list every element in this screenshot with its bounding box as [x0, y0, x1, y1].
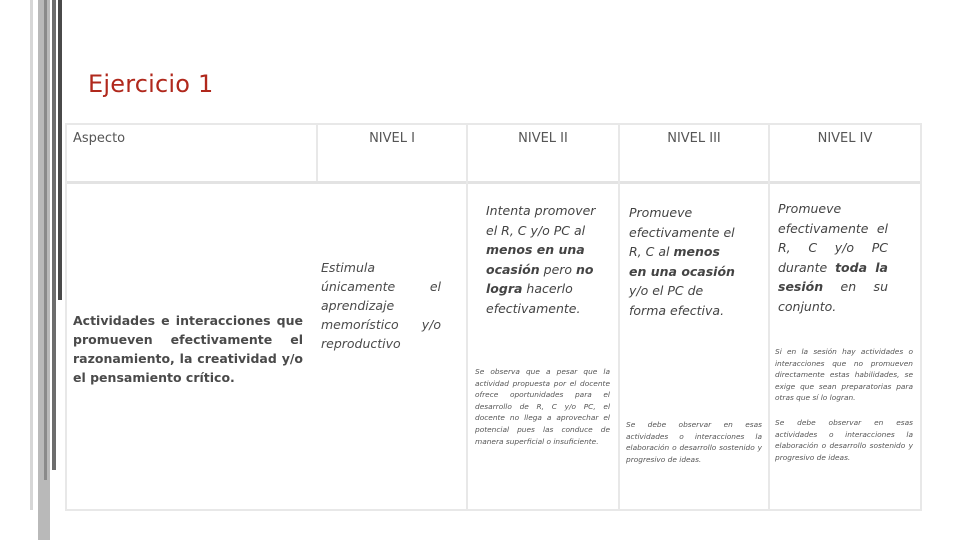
table-border-top	[65, 123, 922, 125]
table-border-right	[920, 123, 922, 511]
page-title: Ejercicio 1	[88, 70, 214, 98]
nivel-3-description: Promueve efectivamente el R, C al menos en una ocasión y/o el PC de forma efectiva.	[629, 205, 735, 318]
nivel-2-description: Intenta promover el R, C y/o PC al menos en una ocasión pero no logra hacerlo efectivamente.	[486, 203, 596, 316]
header-nivel-3: NIVEL III	[667, 131, 721, 146]
table-border-left	[65, 123, 67, 511]
decorative-bar	[44, 0, 47, 480]
nivel-1-description: Estimula únicamente el aprendizaje memorístico y/o reproductivo	[321, 260, 441, 351]
decorative-bar	[52, 0, 56, 470]
nivel-4-note-1: Si en la sesión hay actividades o interacciones que no promueven directamente estas habilidades, se exige que sean preparatorias para otras que sí lo logran.	[775, 347, 913, 403]
column-divider	[768, 123, 770, 511]
column-divider	[618, 123, 620, 511]
nivel-3-note: Se debe observar en esas actividades o interacciones la elaboración o desarrollo sostenido y progresivo de ideas.	[626, 420, 762, 464]
table-border-bottom	[65, 509, 922, 511]
decorative-bar	[30, 0, 33, 510]
rubric-table	[65, 123, 922, 511]
decorative-bar	[58, 0, 62, 300]
column-divider	[466, 123, 468, 511]
header-nivel-4: NIVEL IV	[817, 131, 873, 146]
header-nivel-1: NIVEL I	[369, 131, 415, 146]
aspect-description: Actividades e interacciones que promueven efectivamente el razonamiento, la creatividad y/o el pensamiento crítico.	[73, 313, 303, 385]
nivel-2-note: Se observa que a pesar que la actividad propuesta por el docente ofrece oportunidades para el desarrollo de R, C y/o PC, el docente no llega a aprovechar el potencial pues las conduce de manera superficial o insuficiente.	[475, 367, 610, 446]
nivel-4-note-2: Se debe observar en esas actividades o interacciones la elaboración o desarrollo sostenido y progresivo de ideas.	[775, 418, 913, 462]
nivel-4-description: Promueve efectivamente el R, C y/o PC durante toda la sesión en su conjunto.	[778, 201, 888, 314]
header-divider	[65, 181, 922, 184]
header-aspecto: Aspecto	[73, 131, 126, 146]
header-nivel-2: NIVEL II	[518, 131, 568, 146]
